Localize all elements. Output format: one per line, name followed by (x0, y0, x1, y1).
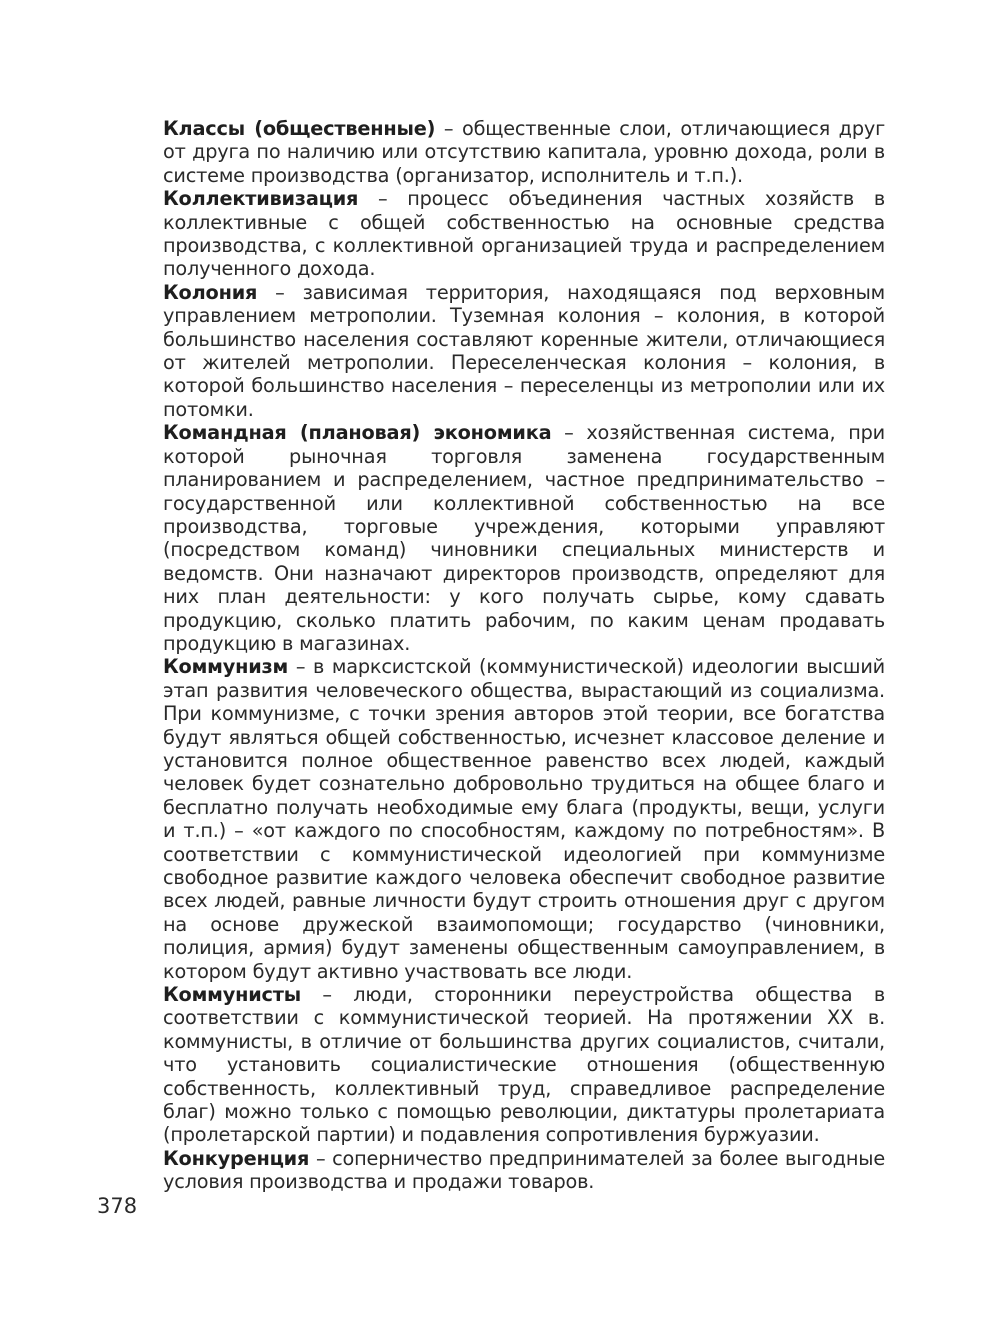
definition: – процесс объединения частных хозяйств в коллективные с общей собственностью на основные средства производства, с коллективной организацией труда и распределением полученного дохода. (163, 187, 885, 281)
term: Конкуренция (163, 1146, 310, 1170)
glossary-entry-communism (163, 655, 885, 983)
page-number: 378 (97, 1194, 138, 1218)
definition: – в марксистской (коммунистической) идеологии высший этап развития человеческого общества, вырастающий из социализма. При коммунизме, с точки зрения авторов этой теории, все богатства будут являться общей собственностью, исчезнет классовое деление и установится полное общественное равенство всех людей, каждый человек будет сознательно добровольно трудиться на общее благо и бесплатно получать необходимые ему блага (продукты, вещи, услуги и т.п.) – «от каждого по способностям, каждому по потребностям». В соответствии с коммунистической идеологией при коммунизме свободное развитие каждого человека обеспечит свободное развитие всех людей, равные личности будут строить отношения друг с другом на основе дружеской взаимопомощи; государство (чиновники, полиция, армия) будут заменены общественным самоуправлением, в котором будут активно участвовать все люди. (163, 655, 885, 983)
term: Коммунизм (163, 655, 289, 679)
glossary-entry-collectivization (163, 187, 885, 281)
definition: – зависимая территория, находящаяся под верховным управлением метрополии. Туземная колония – колония, в которой большинство населения составляют коренные жители, отличающиеся от жителей метрополии. Переселенческая колония – колония, в которой большинство населения – переселенцы из метрополии или их потомки. (163, 280, 885, 421)
term: Коллективизация (163, 187, 359, 211)
definition: – люди, сторонники переустройства общества в соответствии с коммунистической теорией. На протяжении XX в. коммунисты, в отличие от большинства других социалистов, считали, что установить социалистические отношения (общественную собственность, коллективный труд, справедливое распределение благ) можно только с помощью революции, диктатуры пролетариата (пролетарской партии) и подавления сопротивления буржуазии. (163, 983, 885, 1147)
glossary-entry-communists (163, 983, 885, 1147)
glossary-entry-colony (163, 281, 885, 421)
glossary-entry-classes (163, 117, 885, 187)
definition: – хозяйственная система, при которой рыночная торговля заменена государственным планированием и распределением, частное предпринимательство – государственной или коллективной собственностью на все производства, торговые учреждения, которыми управляют (посредством команд) чиновники специальных министерств и ведомств. Они назначают директоров производств, определяют для них план деятельности: у кого получать сырье, кому сдавать продукцию, сколько платить рабочим, по каким ценам продавать продукцию в магазинах. (163, 421, 885, 655)
glossary-entry-competition (163, 1147, 885, 1194)
term: Коммунисты (163, 983, 301, 1007)
term: Командная (плановая) экономика (163, 421, 552, 445)
glossary-entry-command-economy (163, 421, 885, 655)
definition: – общественные слои, отличающиеся друг от друга по наличию или отсутствию капитала, уровню дохода, роли в системе производства (организатор, исполнитель и т.п.). (163, 117, 885, 187)
definition: – соперничество предпринимателей за более выгодные условия производства и продажи товаров. (163, 1146, 885, 1194)
term: Классы (общественные) (163, 117, 436, 140)
glossary-text (163, 117, 885, 1194)
term: Колония (163, 280, 258, 304)
